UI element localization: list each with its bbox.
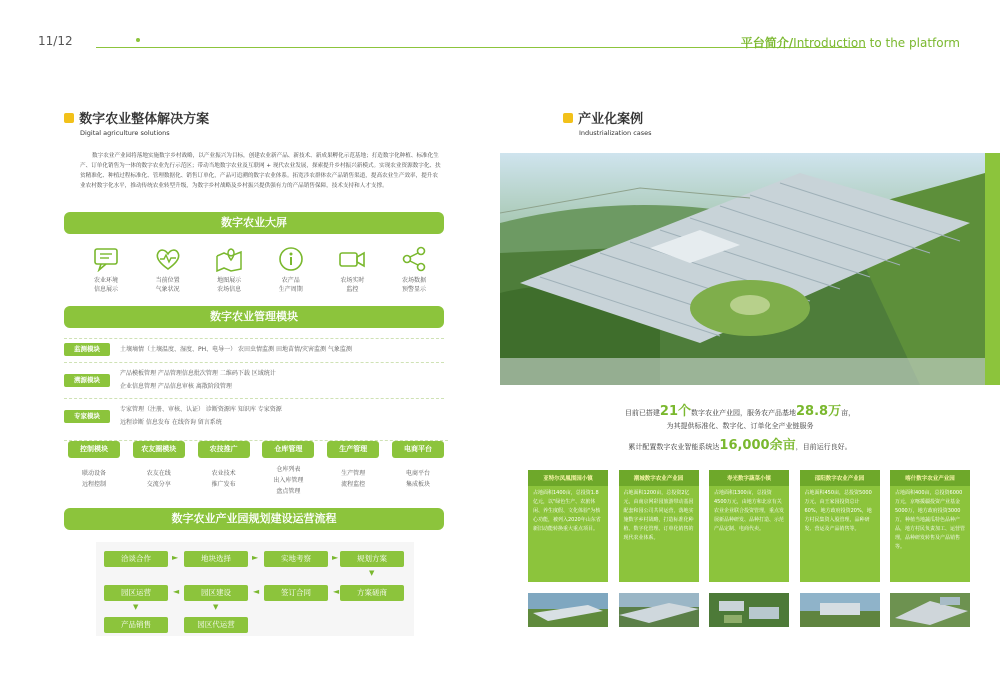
column-body [323, 468, 383, 490]
module-text: 土壤墒情（土壤温度、湿度、PH、电导一） 农田虫情监测 田地苗情/灾害监测 气象监测 [120, 345, 352, 353]
screen-item-line2: 监控 [346, 286, 359, 293]
column-line: 出入库管理 [273, 477, 304, 484]
share-icon [400, 246, 428, 272]
info-icon [277, 246, 305, 272]
column-head: 生产管理 [327, 441, 379, 458]
screen-item-line1: 农场数据 [401, 277, 426, 284]
arrow-right-icon: ► [252, 553, 259, 562]
screen-item-line2: 信息展示 [93, 286, 118, 293]
column-line: 生产管理 [341, 470, 366, 477]
flow-step: 地块选择 [184, 551, 248, 567]
intro-paragraph: 数字农业产业园将落地实施数字乡村战略，以产业振兴为目标，创建农业新产品、新技术、新成果孵化示范基地；打造数字化种植、标准化生产、订单化销售为一体的数字农业先行示范区；带动当地数字农业及互联网 + 现代农业发展，探索提升乡村振兴新模式。实现农业资源数字化、扶贫精准化、种植过程标准化、管理数据化、销售订单化，产品可追溯的数字农业体系。拓宽涉农群体农产品销售渠道，提高农业生产效率，提升农业农村数字化水平，推动传统农业转型升级，为数字乡村战略及乡村振兴提供强有力的产品销售保障，技术支持和人才支撑。 [80, 153, 441, 189]
right-section-heading [563, 108, 652, 137]
flow-step: 洽谈合作 [104, 551, 168, 567]
case-photo [528, 593, 608, 627]
column-head: 仓库管理 [262, 441, 314, 458]
screen-item [203, 246, 255, 293]
screen-item-line1: 地图展示 [217, 277, 242, 284]
screen-item-line2: 气象状况 [155, 286, 180, 293]
screen-item-line2: 生产周期 [278, 286, 303, 293]
column-line: 农业技术 [211, 470, 236, 477]
flow-step: 产品销售 [104, 617, 168, 633]
arrow-down-icon: ▼ [369, 569, 375, 577]
page-number: 11/12 [38, 34, 73, 48]
case-description: 占地面积450亩，总投资5000万元，由王家园投资总计60%，地方政府投资20%，地方村民集资入股管理，品种研发、营运及产品销售等。 [804, 490, 872, 532]
column-line: 交流分享 [146, 481, 171, 488]
header-title-cn: 平台简介/ [740, 36, 794, 50]
section-marker-icon [64, 113, 74, 123]
arrow-left-icon: ◄ [253, 587, 260, 596]
stat-line-1 [570, 400, 910, 419]
flow-band: 数字农业产业园规划建设运营流程 [64, 508, 444, 530]
stat-text: 目前已搭建 [624, 409, 660, 417]
module-text [120, 367, 276, 393]
case-thumbnails-row [528, 593, 970, 627]
columns-row [64, 440, 448, 497]
module-line: 远程诊断 信息发布 在线咨询 留言系统 [120, 419, 222, 426]
chat-icon [92, 246, 120, 272]
module-line: 产品模板管理 产品管理信息批次管理 二维码下载 区域统计 [120, 370, 276, 377]
column-line: 仓库列表 [276, 466, 301, 473]
case-description: 占地面积1300亩，总投资4500万元，由地方和北京有关农业企业联合投资管理，重点发展新品种研发、品种打造、示范产品定制、电商代卖。 [714, 490, 785, 532]
header-title-en: Introduction to the platform [793, 36, 960, 50]
column-line: 流程监控 [341, 481, 366, 488]
module-row [64, 398, 444, 433]
column-module [323, 441, 383, 497]
column-module [388, 441, 448, 497]
screen-item [326, 246, 378, 293]
screen-icons-row [80, 246, 440, 293]
arrow-right-icon: ► [332, 553, 339, 562]
accent-strip [985, 153, 1000, 385]
right-title-cn: 产业化案例 [578, 112, 644, 127]
stat-number-systems: 16,000余亩 [719, 438, 796, 453]
arrow-right-icon: ► [172, 553, 179, 562]
column-line: 推广发布 [211, 481, 236, 488]
column-module [129, 441, 189, 497]
stat-text: 累计配置数字农业智能系统达 [628, 443, 720, 451]
column-body [194, 468, 254, 490]
arrow-down-icon: ▼ [213, 603, 219, 611]
case-description: 占地面积1400亩，总投资1.8亿元，以"绿色生产、农旅休闲、养生度假、文化体验"为核心功能，被列入2020年山东省新旧动能转换重大重点项目。 [533, 490, 601, 532]
screen-item-line2: 预警显示 [401, 286, 426, 293]
stat-number-parks: 21个 [659, 404, 691, 419]
module-text [120, 403, 282, 429]
module-tag: 监测模块 [64, 343, 110, 356]
column-line: 电商平台 [405, 470, 430, 477]
header-title [741, 34, 960, 51]
case-photo [619, 593, 699, 627]
screen-item-line1: 农业环境 [93, 277, 118, 284]
column-body [64, 468, 124, 490]
column-module [194, 441, 254, 497]
left-title-en: Digital agriculture solutions [80, 129, 170, 137]
park-aerial-image [500, 153, 985, 385]
case-card [709, 470, 789, 582]
stat-text: 数字农业产业园，服务农产品基地 [691, 409, 796, 417]
column-body [258, 464, 318, 497]
flow-step: 园区运营 [104, 585, 168, 601]
column-line: 农友在线 [146, 470, 171, 477]
case-description: 占地面积400亩，总投资6000万元，京喀援疆投资产业基金5000万，地方政府投资3000万，种植当地蔬瓜特色品种产品，地方村民负责加工、运营管理，品种研发转售及产品销售等。 [895, 490, 966, 550]
stat-line-2: 为其提供标准化、数字化、订单化全产业链服务 [666, 422, 814, 430]
case-card [528, 470, 608, 582]
flow-step: 规划方案 [340, 551, 404, 567]
arrow-down-icon: ▼ [133, 603, 139, 611]
flow-step: 园区代运营 [184, 617, 248, 633]
aerial-photo [500, 153, 985, 385]
screen-item [388, 246, 440, 293]
flow-step: 实地考察 [264, 551, 328, 567]
column-head: 控制模块 [68, 441, 120, 458]
column-line: 盘点管理 [276, 488, 301, 495]
stat-text: 亩， [841, 409, 856, 417]
module-row [64, 362, 444, 397]
case-cards-row [528, 470, 970, 582]
column-line: 联动设备 [81, 470, 106, 477]
column-head: 农技推广 [198, 441, 250, 458]
stat-number-area: 28.8万 [796, 404, 842, 419]
case-card [890, 470, 970, 582]
case-title: 潮城数字农业产业园 [619, 470, 699, 486]
map-pin-icon [215, 246, 243, 272]
flow-step: 签订合同 [264, 585, 328, 601]
module-line: 企业信息管理 产品信息审核 离散阶段管理 [120, 383, 232, 390]
screen-band: 数字农业大屏 [64, 212, 444, 234]
section-marker-icon [563, 113, 573, 123]
case-description: 占地面积1200亩，总投资2亿元，由南京网彩园旅游带动基因配套和园公司共同运营，落地实施数字乡村战略，打造标准化种植、数字化管理、订单化销售的现代农业体系。 [623, 490, 694, 541]
mgmt-band: 数字农业管理模块 [64, 306, 444, 328]
screen-item-line1: 当前位置 [155, 277, 180, 284]
flow-step: 方案磋商 [340, 585, 404, 601]
column-head: 电商平台 [392, 441, 444, 458]
screen-item-line1: 农产品 [281, 277, 300, 284]
screen-item [80, 246, 132, 293]
screen-item-line2: 农场信息 [217, 286, 242, 293]
case-photo [890, 593, 970, 627]
arrow-left-icon: ◄ [333, 587, 340, 596]
case-card [619, 470, 699, 582]
screen-item [265, 246, 317, 293]
camera-icon [338, 246, 366, 272]
stat-text: ，目前运行良好。 [795, 443, 852, 451]
module-row [64, 338, 444, 359]
column-line: 远程控制 [81, 481, 106, 488]
module-tag: 专家模块 [64, 410, 110, 423]
screen-item-line1: 农场实时 [340, 277, 365, 284]
header-dot [136, 38, 140, 42]
column-module [258, 441, 318, 497]
module-line: 专家管理（注册、审核、认证） 诊断资源库 知识库 专家资源 [120, 406, 282, 413]
column-body [129, 468, 189, 490]
left-section-heading [64, 108, 209, 137]
column-line: 集成板块 [405, 481, 430, 488]
column-module [64, 441, 124, 497]
screen-item [142, 246, 194, 293]
pulse-icon [154, 246, 182, 272]
case-photo [800, 593, 880, 627]
flow-step: 园区建设 [184, 585, 248, 601]
case-title: 寿光数字蔬菜小镇 [709, 470, 789, 486]
column-body [388, 468, 448, 490]
case-title: 亚特尔凤凰围园小镇 [528, 470, 608, 486]
column-head: 农友圈模块 [133, 441, 185, 458]
case-title: 喀什数字农业产业园 [890, 470, 970, 486]
stat-line-3 [570, 434, 910, 453]
case-card [800, 470, 880, 582]
left-title-cn: 数字农业整体解决方案 [79, 112, 210, 127]
right-title-en: Industrialization cases [579, 129, 652, 137]
module-tag: 溯源模块 [64, 374, 110, 387]
arrow-left-icon: ◄ [173, 587, 180, 596]
case-photo [709, 593, 789, 627]
case-title: 邵阳数字农业产业园 [800, 470, 880, 486]
